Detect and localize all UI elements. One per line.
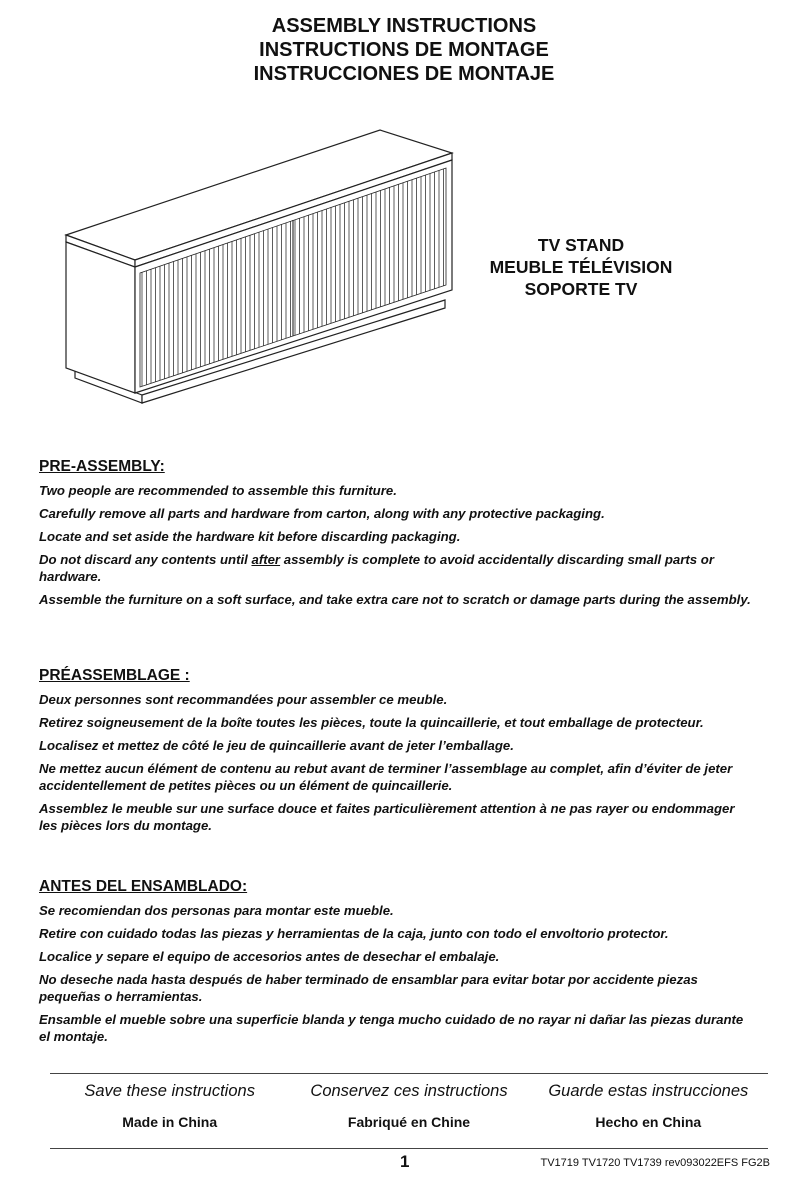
- model-codes: TV1719 TV1720 TV1739 rev093022EFS FG2B: [540, 1157, 770, 1169]
- save-instructions-french: Conservez ces instructions: [310, 1082, 508, 1100]
- instruction-paragraph: Ne mettez aucun élément de contenu au rebut avant de terminer l’assemblage au complet, afin d’éviter de jeter accidentellement de petites pièces ou un élément de quincaillerie.: [39, 761, 733, 793]
- instruction-paragraph: Se recomiendan dos personas para montar este mueble.: [39, 903, 394, 918]
- preassemblage-section: [39, 667, 751, 840]
- instruction-paragraph: Localisez et mettez de côté le jeu de quincaillerie avant de jeter l’emballage.: [39, 738, 514, 753]
- page-number: 1: [400, 1152, 410, 1171]
- title-spanish: INSTRUCCIONES DE MONTAJE: [253, 63, 555, 85]
- footer-divider-top: [50, 1073, 768, 1074]
- product-name-english: TV STAND: [537, 235, 625, 255]
- instruction-paragraph: Assemble the furniture on a soft surface, and take extra care not to scratch or damage parts during the assembly.: [39, 592, 751, 607]
- save-instructions-spanish: Guarde estas instrucciones: [548, 1082, 749, 1100]
- product-name-spanish: SOPORTE TV: [524, 279, 638, 299]
- pre-assembly-heading: PRE-ASSEMBLY:: [39, 458, 165, 475]
- text-span: Do not discard any contents until: [39, 552, 252, 567]
- product-name-french: MEUBLE TÉLÉVISION: [489, 257, 673, 277]
- save-instructions-row: [50, 1082, 768, 1101]
- instruction-paragraph: Locate and set aside the hardware kit before discarding packaging.: [39, 529, 461, 544]
- instruction-paragraph: Ensamble el mueble sobre una superficie blanda y tenga mucho cuidado de no rayar ni dañar las piezas durante el montaje.: [39, 1012, 744, 1044]
- pre-assembly-section: [39, 458, 751, 614]
- made-in-english: Made in China: [122, 1114, 218, 1130]
- instruction-paragraph: Carefully remove all parts and hardware from carton, along with any protective packaging.: [39, 506, 605, 521]
- title-french: INSTRUCTIONS DE MONTAGE: [259, 39, 549, 61]
- instruction-paragraph: Localice y separe el equipo de accesorios antes de desechar el embalaje.: [39, 949, 500, 964]
- document-title: [0, 14, 808, 86]
- footer-divider-bottom: [50, 1148, 768, 1149]
- text-span: assembly is complete to avoid accidentally discarding small parts or hardware.: [39, 552, 714, 584]
- emphasis-after: after: [251, 552, 281, 567]
- antes-heading: ANTES DEL ENSAMBLADO:: [39, 878, 248, 895]
- instruction-paragraph: Retire con cuidado todas las piezas y herramientas de la caja, junto con todo el envoltorio protector.: [39, 926, 669, 941]
- instruction-paragraph: Retirez soigneusement de la boîte toutes les pièces, toute la quincaillerie, et tout emballage de protecteur.: [39, 715, 704, 730]
- save-instructions-english: Save these instructions: [84, 1082, 255, 1100]
- made-in-french: Fabriqué en Chine: [347, 1114, 471, 1130]
- title-english: ASSEMBLY INSTRUCTIONS: [271, 15, 537, 37]
- instruction-paragraph: Two people are recommended to assemble this furniture.: [39, 483, 397, 498]
- made-in-spanish: Hecho en China: [595, 1114, 702, 1130]
- product-name: [470, 234, 692, 300]
- antes-section: [39, 878, 751, 1051]
- instruction-paragraph: [39, 551, 751, 585]
- instruction-paragraph: No deseche nada hasta después de haber terminado de ensamblar para evitar botar por accidente piezas pequeñas o herramientas.: [39, 972, 698, 1004]
- preassemblage-heading: PRÉASSEMBLAGE :: [39, 667, 190, 684]
- made-in-row: [50, 1114, 768, 1130]
- tv-stand-illustration: [60, 125, 460, 410]
- instruction-paragraph: Assemblez le meuble sur une surface douce et faites particulièrement attention à ne pas rayer ou endommager les pièces lors du montage.: [39, 801, 735, 833]
- instruction-paragraph: Deux personnes sont recommandées pour assembler ce meuble.: [39, 692, 448, 707]
